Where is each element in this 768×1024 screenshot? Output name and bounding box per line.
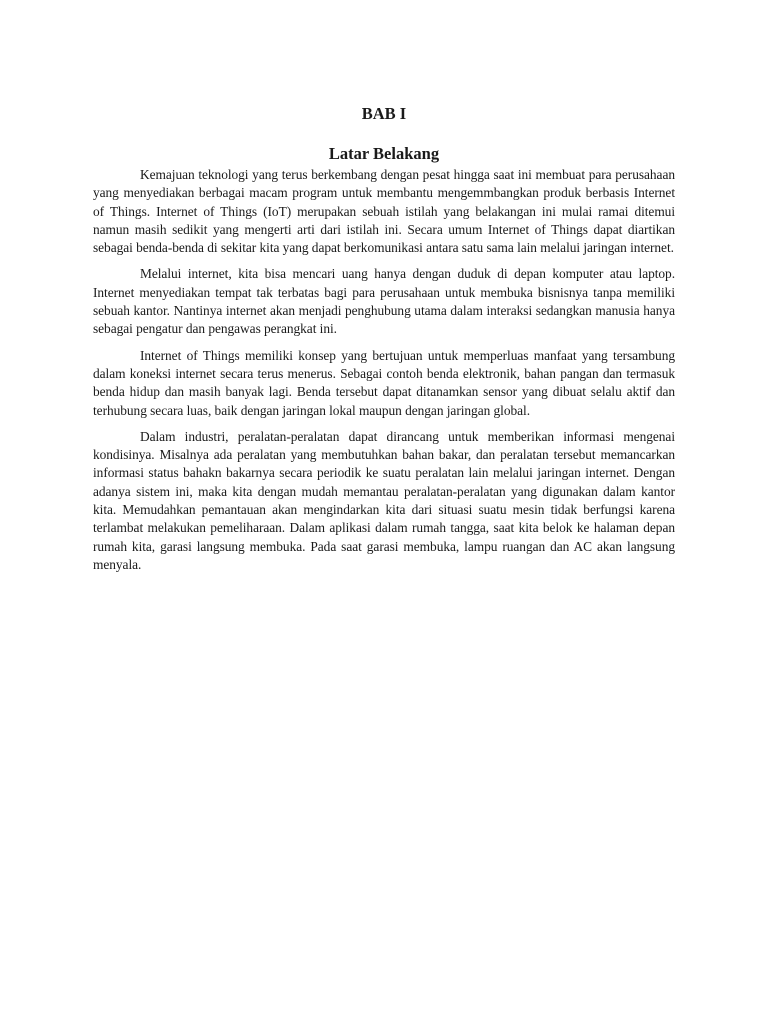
paragraph-1: Kemajuan teknologi yang terus berkembang dengan pesat hingga saat ini membuat para perusahaan yang menyediakan berbagai macam program untuk membantu mengemmbangkan produk berbasis Internet of Things. Internet of Things (IoT) merupakan sebuah istilah yang belakangan ini mulai ramai ditemui namun masih sedikit yang mengerti arti dari istilah ini. Secara umum Internet of Things dapat diartikan sebagai benda-benda di sekitar kita yang dapat berkomunikasi antara satu sama lain melalui jaringan internet. — [93, 167, 675, 256]
document-body — [93, 104, 675, 574]
chapter-heading: BAB I — [361, 104, 407, 123]
section-heading: Latar Belakang — [328, 144, 440, 163]
paragraph-3: Internet of Things memiliki konsep yang bertujuan untuk memperluas manfaat yang tersambung dalam koneksi internet secara terus menerus. Sebagai contoh benda elektronik, bahan pangan dan termasuk benda hidup dan masih banyak lagi. Benda tersebut dapat ditanamkan sensor yang dibuat selalu aktif dan terhubung secara luas, baik dengan jaringan lokal maupun dengan jaringan global. — [93, 347, 675, 418]
paragraph-2: Melalui internet, kita bisa mencari uang hanya dengan duduk di depan komputer atau laptop. Internet menyediakan tempat tak terbatas bagi para perusahaan untuk membuka bisnisnya tanpa memiliki sebuah kantor. Nantinya internet akan menjadi penghubung utama dalam interaksi sedangkan manusia hanya sebagai pengatur dan pengawas perangkat ini. — [93, 266, 675, 337]
paragraph-4: Dalam industri, peralatan-peralatan dapat dirancang untuk memberikan informasi mengenai kondisinya. Misalnya ada peralatan yang membutuhkan bahan bakar, dan peralatan tersebut memancarkan informasi status bahakn bakarnya secara periodik ke suatu peralatan lain melalui jaringan internet. Dengan adanya sistem ini, maka kita dengan mudah memantau peralatan-peralatan yang digunakan dalam kantor kita. Memudahkan pemantauan akan mengindarkan kita dari situasi suatu mesin tidak berfungsi karena terlambat melakukan pemeliharaan. Dalam aplikasi dalam rumah tangga, saat kita belok ke halaman depan rumah kita, garasi langsung membuka. Pada saat garasi membuka, lampu ruangan dan AC akan langsung menyala. — [93, 428, 675, 572]
